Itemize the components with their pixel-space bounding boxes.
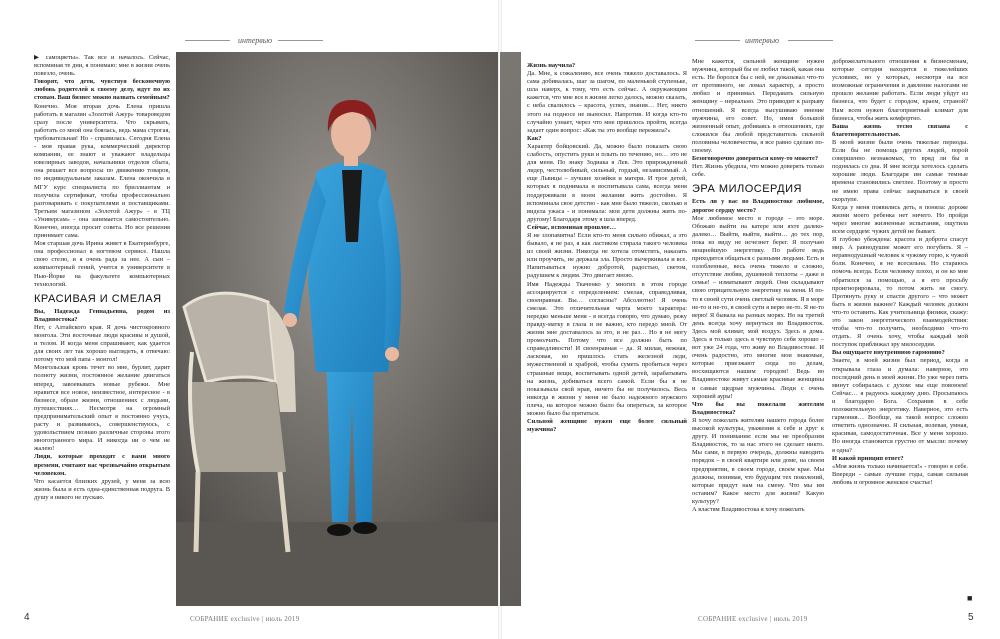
question: Ваша жизнь тесно связана с благотворительностью. xyxy=(832,122,968,138)
page-number-left: 4 xyxy=(24,612,30,623)
question: Жизнь научила? xyxy=(527,62,576,69)
paragraph: Характер бойцовский. Да, можно было показать свою слабость, опустить руки и плыть по течению, но… это не для меня. По знаку Зодиака я Лев. Это прирожденный лидер, честолюбивый, сильный, гордый, независимый. А еще Львицы – лучшие хозяйки и матери. И трое детей, которых я поднимала и воспитывала сама, всегда меня поддерживали в моем желании жить достойно. Я вспоминала свое детство - как мне было тяжело, сколько я видела ужаса - и понимала: мои дети должны жить по-другому! Благодаря этому я шла вперед. xyxy=(527,142,687,223)
paragraph: Мое любимое место в городе – это море. Обожаю выйти на катере или яхте далеко-далеко… Выйти, выйти, выйти… до тех пор, пока из виду не исчезнет берег. Я получаю мощнейшую энергетику. По работе ведь приходится общаться с разными людьми. Есть и озлобленные, весь очень тяжело и сложно, отсутствие любви, душевной теплоты – даже в семье! – изматывают людей. Они складывают свою отрицательную энергетику на меня. И по-то в своей сути очень светлый человек. Я в море не-то и не-то, в своей сути я верю не-то. Я не-то верю! Я бывала на разных морях. Но на третий день всегда хочу вернуться во Владивосток. Здесь мой климат, мой воздух. Здесь я дома. Здесь я только здесь я чувствую себя хорошо – вот уже 24 года, что живу во Владивостоке. И очень радостно, это многие мои знакомые, которые приезжают сюда по делам, восхищаются нашим городом! Ведь во Владивостоке живут самые красивые женщины и самые щедрые мужчины. Люди с очень хорошей ауры! xyxy=(692,214,824,400)
question: И какой принцип ответ? xyxy=(832,454,904,462)
paragraph: Конечно. Моя вторая дочь Елена пришла работать в магазин «Золотой Ажур» товароведом сразу после университета. Что скрывать, работать со мной она боялась, ведь мама строгая, требовательная! Но - справилась. Сегодня Елена - моя правая рука, коммерческий директор компании, ее знают и уважают владельцы ювелирных заводов, начальники отделов сбыта, она решает все вопросы по движению товаров, по индивидуальным заказам. Елена окончила в МГУ курс специалиста по бриллиантам и получила сертификат, чтобы профессионально разговаривать с покупателями и поставщиками. Третьим магазином «Золотой Ажур» - в ТЦ «Универсам» - она занимается самостоятельно. Конечно, иногда просит совета. Но все решения принимает сама. xyxy=(34,102,170,240)
paragraph: Когда у меня появились деть, я поняла: дороже жизни моего ребенка нет ничего. Но пройдя через многие жизненные испытания, ощутила всем сердцем: чужих детей не бывает. xyxy=(832,203,968,235)
rubric-left: интервью xyxy=(238,36,273,45)
page-number-right: 5 xyxy=(968,612,974,623)
paragraph: «Моя жизнь только начинается!» - говорю я себе. Впереди - самые лучшие годы, самая сильная любовь и огромное женское счастье! xyxy=(832,462,968,486)
paragraph: Я глубоко убеждена: красота и доброта спасут мир. А равнодушие может его погубить. Я – неравнодушный человек к чужому горю, к чужой боли. Конечно, я не всесильна. Но стараюсь помочь всегда. Если человеку плохо, и он ко мне обратился за помощью, а я его просьбу проигнорировала, то потом жить не смогу. Протянуть руку и спасти другого – что может быть в жизни важнее? Каждый человек должен что-то оставить. Как учительница физики, скажу: это закон энергетического взаимодействия: чтобы что-то получить, необходимо что-то отдать. Я очень хочу, чтобы каждый мой поступок приближал эру милосердия. xyxy=(832,236,968,349)
paragraph: Да. Мне, к сожалению, все очень тяжело доставалось. Я сама добивалась, шаг за шагом, по маленькой ступеньке, шла наверх, к тому, что есть сейчас. А окружающим кажется, что мне все в жизни легко далось, можно сказать, с неба свалилось – красота, успех, знания… Нет, никто этого на подносе не выносил. Напротив. И когда кто-то случайно узнает, через что мне пришлось пройти, всегда задает один вопрос: «Как ты это вообще пережила?» xyxy=(527,70,687,134)
column-5 xyxy=(832,58,968,602)
rubric-rule-left xyxy=(695,40,740,41)
paragraph: Монгольская кровь течет во мне, бурлит, дарит полноту жизни, постоянное желание двигаться вперед, завоевывать новые рубежи. Мне нравится все новое, неизвестное, интересное - в бизнесе, образе жизни, отношениях с людьми, путешествиях… Несмотря на огромный предпринимательский опыт я постоянно учусь, расту и развиваюсь, совершенствуюсь, с удовольствием познаю различные стороны этого многогранного мира. И никогда ни о чем не жалею! xyxy=(34,364,170,453)
paragraph: Нет, с Алтайского края. Я дочь чистокровного монгола. Эти восточные люди красивы и душой, и телом. И когда меня спрашивают, как удается для своих лет так хорошо выглядеть, я отвечаю: потому что мой папа - монгол! xyxy=(34,323,170,364)
section-heading: КРАСИВАЯ И СМЕЛАЯ xyxy=(34,292,162,305)
section-heading: ЭРА МИЛОСЕРДИЯ xyxy=(692,183,802,196)
paragraph: Я хочу пожелать жителям нашего города более высокой культуры, уважения к себе и друг к другу. И понимания: если мы не преобразим Владивосток, то за нас этого не сделает никто. Мы сами, в первую очередь, должны наводить порядок – в своей квартире или доме, на своем предприятии, в своем городе, своем крае. Мы должны, понимая, что будущим тех поколений, которые придут нам на смену. Что мы им оставим? Какое место для жизни? Какую культуру? xyxy=(692,416,824,505)
article-end-mark: ■ xyxy=(967,593,973,603)
paragraph: Мне кажется, сильной женщине нужен мужчина, который бы ее любил такой, какая она есть. Не боролся бы с ней, не доказывал что-то от противного, не ломал характер, а просто любил и принимал. Передавать сильную женщину – нереально. Это приводит к разрыву отношений. Я всегда высушиваю мнение мужчины, его совет. Но, имея большой жизненный опыт, добиваясь в отношениях, где сложился бы любой представитель сильной половины человечества, я все равно сделаю по-своему. xyxy=(692,58,824,155)
rubric-rule-right xyxy=(788,40,833,41)
paragraph: доброжелательного отношения к бизнесменам, которые сегодня находятся в тяжелейших условиях, но у которых, несмотря на все возможные ограничения и давление налогами не прошло желание работать. Если люди уйдут из бизнеса, что будет с городом, краем, страной? Нам всем нужен благоприятный климат для бизнеса, чтобы жить комфортно. xyxy=(832,58,968,122)
footer-left: СОБРАНИЕ exclusive | июль 2019 xyxy=(190,615,300,623)
question: Говорят, что дети, чувствуя бесконечную любовь родителей к своему делу, идут по их стопам. Ваш бизнес можно назвать семейным? xyxy=(34,78,170,102)
column-4 xyxy=(692,58,824,604)
question: Вы, Надежда Геннадьевна, родом из Владивостока? xyxy=(34,307,170,323)
question: Что бы вы пожелали жителям Владивостока? xyxy=(692,400,824,416)
question: Безоговорочно довериться кому-то можете? xyxy=(692,155,819,163)
question: Как? xyxy=(527,134,542,142)
paragraph: Что касается близких друзей, у меня за всю жизнь была и есть одна-единственная подруга. В душу я никого не пускаю. xyxy=(34,477,170,501)
question: Сейчас, вспоминая прошлое… xyxy=(527,223,616,231)
column-3 xyxy=(527,62,687,602)
portrait-illustration xyxy=(176,52,500,606)
paragraph: А властям Владивостока я хочу пожелать xyxy=(692,505,805,513)
paragraph: Знаете, в моей жизни был период, когда я открывала глаза и думала: наверное, это последний день в моей жизни. Но уже через пять минут собиралась с духом: мы еще повоюем! Сейчас… я радуюсь каждому дню. Просыпаюсь и благодарю Бога. Сохранив в себе положительную энергетику. Наверное, это есть гармония… Вообще, на такой вопрос сложно ответить однозначно. Я сильная, волевая, умная, красивая, самодостаточная. Все у меня хорошо. Но иногда становится грустно от мысли: почему я одна? xyxy=(832,357,968,454)
question: Сильной женщине нужен еще более сильный мужчина? xyxy=(527,418,687,434)
rubric-rule-left xyxy=(185,40,230,41)
question: Вы ощущаете внутреннюю гармонию? xyxy=(832,349,945,357)
rubric-right: интервью xyxy=(745,36,780,45)
paragraph: Имя Надежды Ткаченко у многих в этом городе ассоциируется с определением: смелая, справедливая, своенравная. Вы… согласны? Абсолютно! Я очень смелая. Это отличительная черта моего характера: нередко меньше меня - я всегда говорю, что думаю, режу правду-матку в глаза и не важно, кто передо мной. От жизни мне доставалось за это, и не раз… Но я не могу промолчать. Потому что все должно быть по справедливости! И своенравная – да. Я милая, нежная, ласковая, но пришлось стать железной леди, мужественной и храброй, чтобы суметь пробиться через страшные вещи, воспитывать одной детей, зарабатывать на жизнь, добиваться всего самой. Если бы я не показывала свой нрав, ничего бы не получилось. Весь никогда в жизни у меня не было надежного мужского плеча, на которое можно было бы опереться, за которое можно было бы прятаться. xyxy=(527,280,687,418)
rubric-rule-right xyxy=(278,40,323,41)
question: Люди, которые проходят с вами много времени, считают вас чрезвычайно открытым человеком. xyxy=(34,453,170,477)
column-1 xyxy=(34,54,170,600)
question: Есть ли у вас во Владивостоке любимое, дорогое сердцу место? xyxy=(692,198,824,214)
paragraph: Моя старшая дочь Ирина живет в Екатеринбурге, она профессионал в ногтевом сервисе. Нашла свою стезю, и я очень рада за нее. А сын – компьютерный гений, учится в университете в Нью-Йорке на факультете компьютерных технологий. xyxy=(34,240,170,288)
footer-right: СОБРАНИЕ exclusive | июль 2019 xyxy=(698,615,808,623)
portrait-photo xyxy=(176,52,500,606)
paragraph: ▶ самоцветы». Так все и началось. Сейчас, вспоминая те дни, я понимаю: мне в жизни очень повезло, очень. xyxy=(34,54,170,78)
paragraph: Я не злопамятна! Если кто-то меня сильно обижал, а это бывало, я не раз, я как ластиком стирала такого человека из своей жизни. Никогда не хотела отомстить, наказать или проучить, не держала зла. Просто вычеркивала и все. Напитываться нужно добротой, радостью, светом, радушием к людям. Это двигает мною. xyxy=(527,231,687,280)
paragraph: В моей жизни были очень тяжелые периоды. Если бы не помощь других людей, порой совершенно незнакомых, то вряд ли бы я поднялась со дна. И мне всегда хотелось сделать хорошие люди. Благодаря им самые темные времена становились светлее. Поэтому и просто не имею права сейчас закрываться в своей скорлупе. xyxy=(832,138,968,203)
paragraph: Нет. Жизнь убедила, что можно доверять только себе. xyxy=(692,163,824,179)
